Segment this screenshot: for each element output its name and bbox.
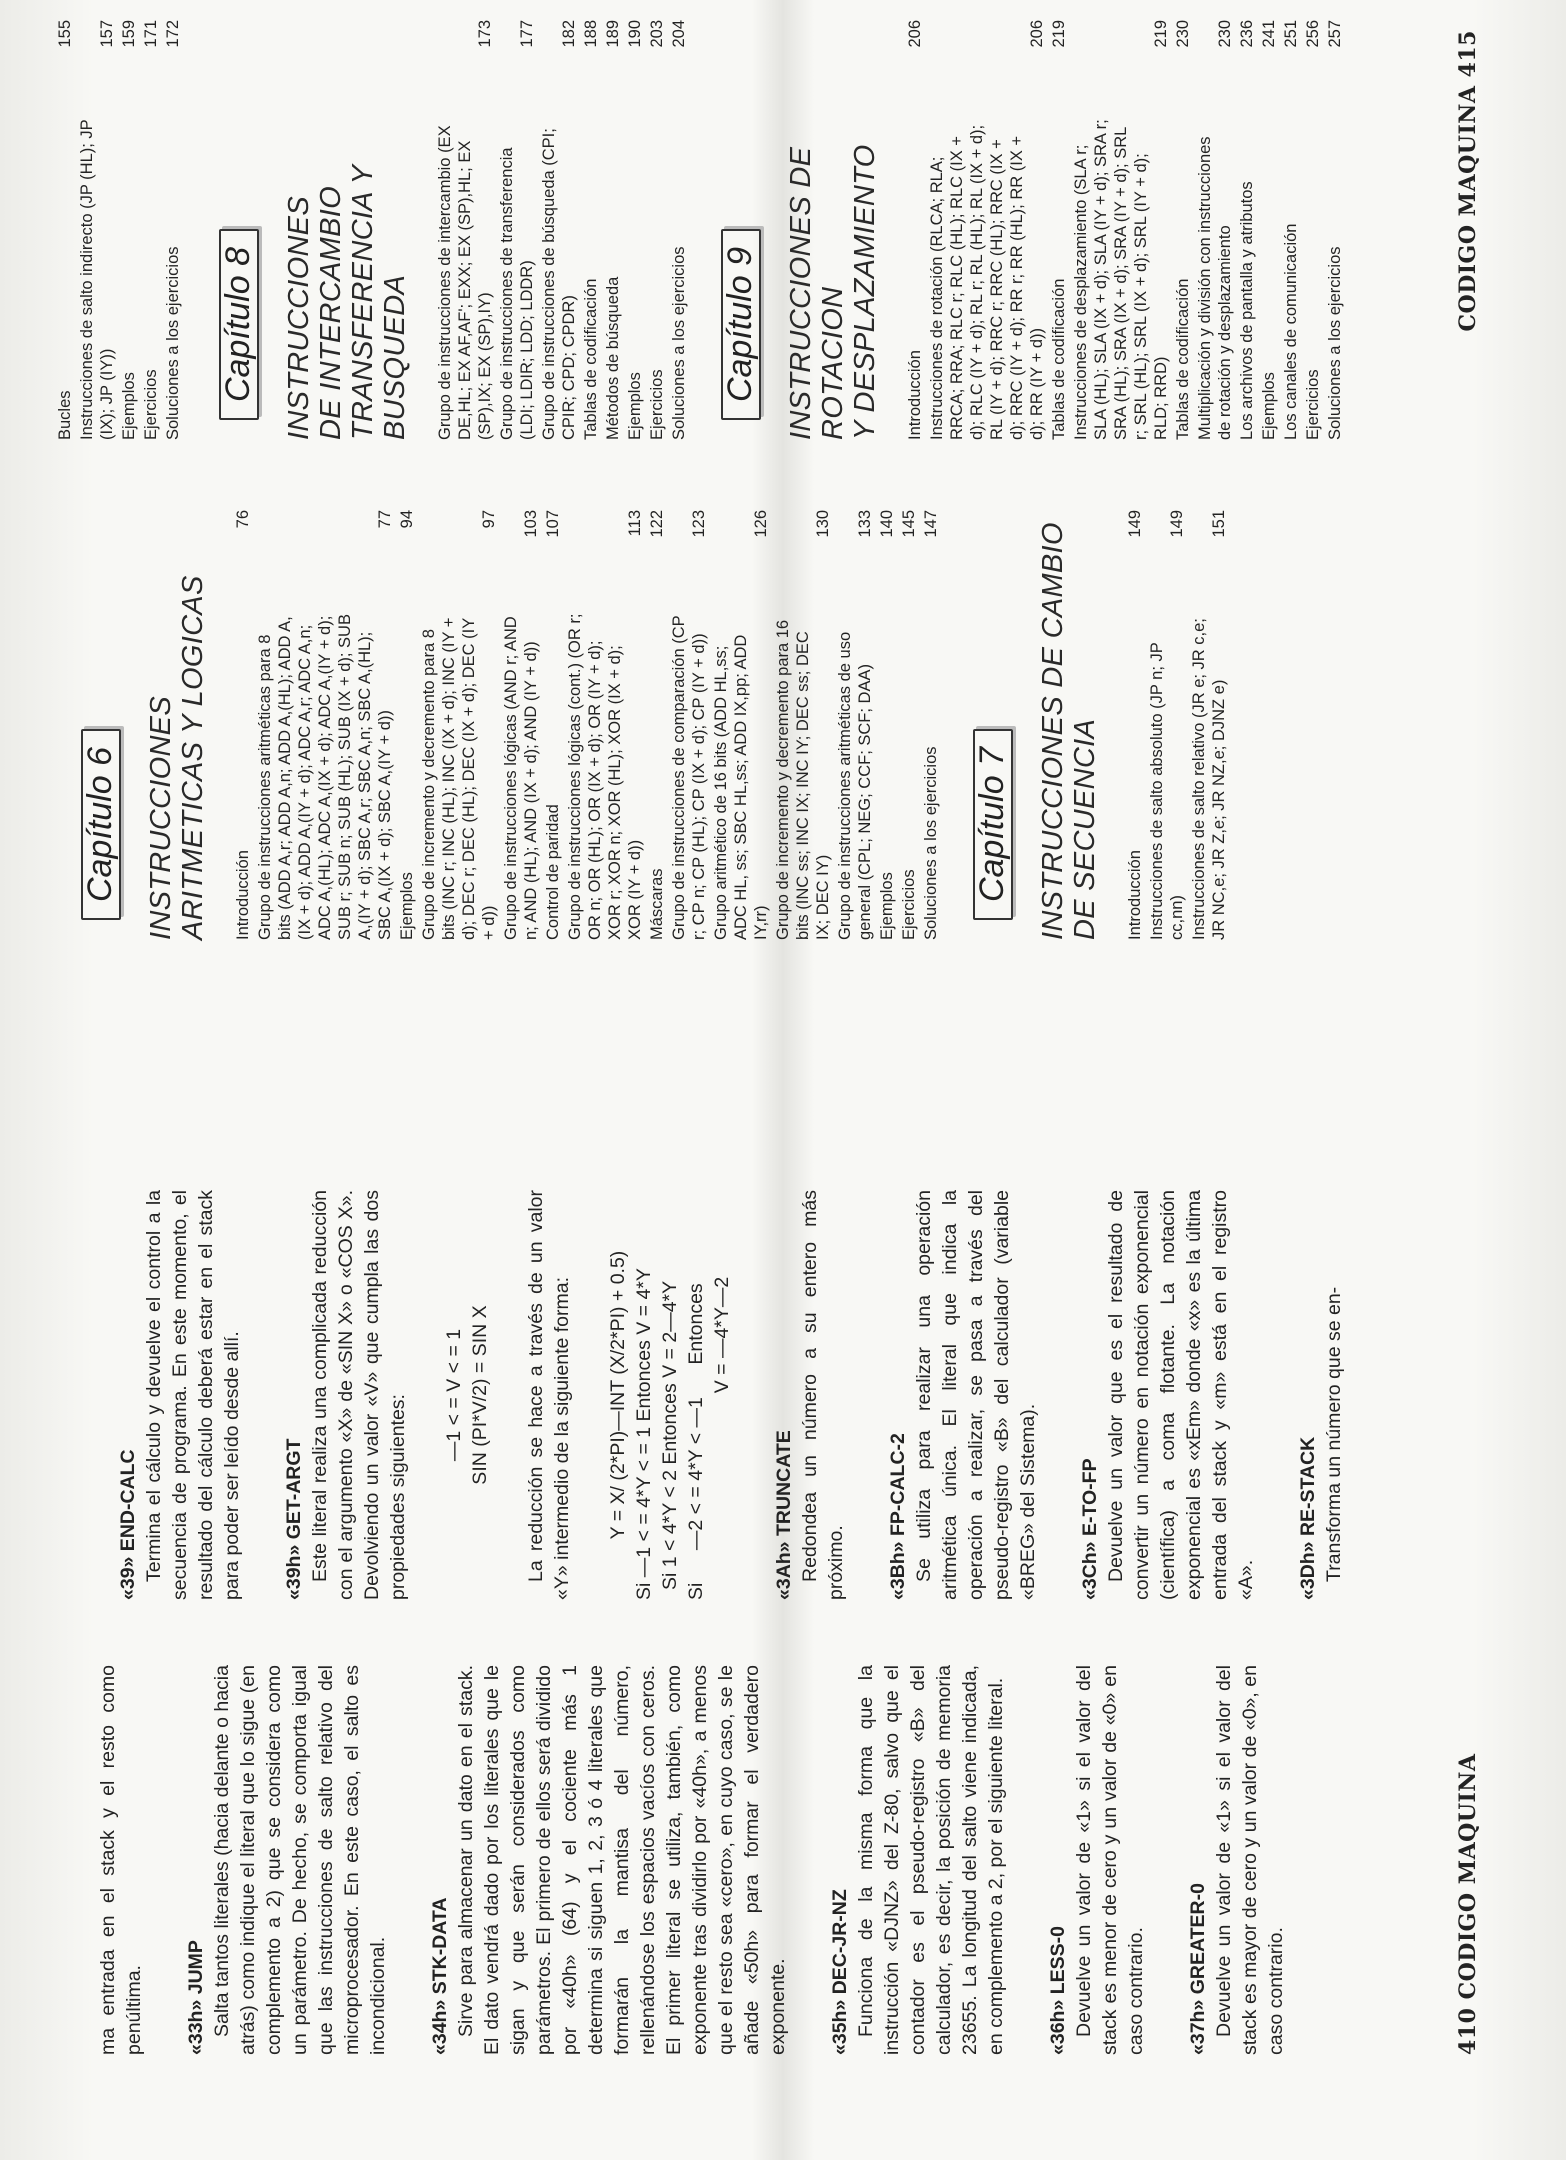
entry-text: Se utiliza para realizar una operación aritmética única. El literal que indica la operación a realizar, se pasa a través del pseudo-registro «B» del calculador (variable «BREG» del Sistema). bbox=[913, 1190, 1039, 1600]
toc-entry bbox=[927, 20, 1047, 440]
chapter-title-line: ARITMETICAS Y LOGICAS bbox=[177, 575, 209, 940]
chapter-title-line: INSTRUCCIONES bbox=[145, 696, 177, 940]
entry-code: «33h» bbox=[185, 1999, 207, 2055]
toc-entry bbox=[255, 510, 395, 940]
toc-entry bbox=[669, 20, 689, 440]
toc-entry-title: Soluciones a los ejercicios bbox=[670, 246, 688, 440]
formula-line: SIN (PI*V/2) = SIN X bbox=[469, 1305, 491, 1485]
toc-entry-title: Ejemplos bbox=[626, 372, 644, 440]
toc-entry bbox=[581, 20, 601, 440]
toc-entry bbox=[669, 510, 709, 940]
toc-entry-title: Grupo de instrucciones aritméticas para 8 bits (ADD A,r; ADD A,n; ADD A,(HL); ADD A,(IX + d); ADD A,(IY + d); ADC A,r; ADC A,n; ADC A,(HL); ADC A,(IX + d); ADC A,(IY + d); SUB r; SUB n; SUB (HL); SUB (IX + d); SUB A,(IY + d); SBC A,r; SBC A,n; SBC A,(HL); SBC A,(IX + d); SBC A,(IY + d)) bbox=[256, 614, 394, 940]
toc-entry-title: Multiplicación y división con instrucciones de rotación y desplazamiento bbox=[1196, 136, 1234, 440]
chapter-6-toc bbox=[233, 510, 941, 940]
formula-line: Y = X/ (2*PI)—INT (X/2*PI) + 0.5) bbox=[607, 1250, 629, 1540]
formula-reduction bbox=[605, 1190, 735, 1600]
entry-code: «3Ah» bbox=[773, 1541, 795, 1600]
toc-entry bbox=[647, 510, 667, 940]
toc-entry-page: 257 bbox=[1326, 20, 1344, 48]
toc-entry-page: 103 bbox=[522, 510, 540, 538]
toc-entry-title: Instrucciones de desplazamiento (SLA r; SLA (HL); SLA (IX + d); SLA (IY + d); SRA r; SRA (HL); SRA (IX + d); SRA (IY + d); SRL r; SRL (HL); SRL (IX + d); SRL (IY + d); RLD; RRD) bbox=[1072, 119, 1170, 440]
entry-text: Salta tantos literales (hacia delante o hacia atrás) como indique el literal que lo sigue (en complemento a 2) que se considera como un parámetro. De hecho, se comporta igual que las instrucciones de salto relativo del microprocesador. En este caso, el salto es incondicional. bbox=[211, 1665, 389, 2055]
toc-entry-title: Soluciones a los ejercicios bbox=[164, 246, 182, 440]
toc-entry bbox=[877, 510, 897, 940]
toc-entry-page: 219 bbox=[1152, 20, 1170, 48]
toc-entry-page: 241 bbox=[1260, 20, 1278, 48]
entry-text: Este literal realiza una complicada reducción con el argumento «X» de «SIN X» o «COS X». Devolviendo un valor «V» que cumpla las dos propiedades siguientes: bbox=[309, 1190, 409, 1600]
literal-entry-re-stack bbox=[1295, 1190, 1347, 1600]
formula-properties bbox=[441, 1190, 493, 1600]
toc-entry-title: Instrucciones de salto relativo (JR e; JR c,e; JR NC,e; JR Z,e; JR NZ,e; DJNZ e) bbox=[1190, 618, 1228, 940]
toc-entry-title: Grupo de instrucciones de comparación (CP r; CP n; CP (HL); CP (IX + d); CP (IY + d)) bbox=[670, 615, 708, 940]
toc-entry bbox=[119, 20, 139, 440]
toc-entry-page: 172 bbox=[164, 20, 182, 48]
entry-code: «3Ch» bbox=[1079, 1541, 1101, 1600]
toc-entry-title: Grupo de instrucciones aritméticas de uso general (CPL; NEG; CCF; SCF; DAA) bbox=[836, 631, 874, 940]
toc-entry-page: 230 bbox=[1216, 20, 1234, 48]
toc-entry bbox=[711, 510, 771, 940]
toc-entry-title: Ejercicios bbox=[1304, 369, 1322, 440]
literal-entry-less-0 bbox=[1045, 1665, 1149, 2055]
toc-entry-page: 122 bbox=[648, 510, 666, 538]
entry-heading bbox=[1295, 1190, 1321, 1600]
toc-entry bbox=[539, 20, 579, 440]
toc-entry-title: Los archivos de pantalla y atributos bbox=[1238, 181, 1256, 440]
reduction-paragraph: La reducción se hace a través de un valor «Y» intermedio de la siguiente forma: bbox=[525, 1190, 573, 1600]
toc-entry bbox=[1237, 20, 1257, 440]
entry-text: Funciona de la misma forma que la instrucción «DJNZ» del Z-80, salvo que el contador es el pseudo-registro «B» del calculador, es decir, la posición de memoria 23655. La longitud del salto viene indicada, en complemento a 2, por el siguiente literal. bbox=[855, 1665, 1007, 2055]
entry-code: «35h» bbox=[829, 1999, 851, 2055]
toc-entry-title: Grupo de instrucciones lógicas (cont.) (OR r; OR n; OR (HL); OR (IX + d); OR (IY + d); XOR r; XOR n; XOR (HL); XOR (IX + d); XOR (IY + d)) bbox=[566, 613, 644, 940]
entry-code: «37h» bbox=[1187, 1999, 1209, 2055]
toc-entry bbox=[773, 510, 833, 940]
right-page-column-1 bbox=[55, 510, 1231, 940]
toc-entry bbox=[1325, 20, 1345, 440]
toc-entry-page: 157 bbox=[98, 20, 116, 48]
entry-code: «39» bbox=[117, 1556, 139, 1600]
toc-entry-title: Grupo de instrucciones de búsqueda (CPI; CPIR; CPD; CPDR) bbox=[540, 128, 578, 440]
toc-entry-title: Tablas de codificación bbox=[1174, 278, 1192, 440]
entry-heading bbox=[771, 1190, 797, 1600]
toc-entry-page: 230 bbox=[1174, 20, 1192, 48]
toc-entry-page: 107 bbox=[544, 510, 562, 538]
chapter-7-title bbox=[1037, 510, 1101, 940]
left-page-footer: 410 CODIGO MAQUINA bbox=[1455, 1753, 1481, 2055]
toc-entry-page: 219 bbox=[1050, 20, 1068, 48]
toc-entry bbox=[603, 20, 623, 440]
right-page-column-2 bbox=[55, 20, 1347, 440]
toc-entry bbox=[835, 510, 875, 940]
chapter-7-toc-continued bbox=[55, 20, 183, 440]
entry-name: FP-CALC-2 bbox=[887, 1433, 909, 1537]
toc-entry bbox=[1071, 20, 1171, 440]
toc-entry-title: Ejemplos bbox=[878, 872, 896, 940]
toc-entry-title: Soluciones a los ejercicios bbox=[1326, 246, 1344, 440]
lead-paragraph: ma entrada en el stack y el resto como penúltima. bbox=[97, 1665, 145, 2055]
toc-entry-page: 203 bbox=[648, 20, 666, 48]
entry-text: Redondea un número a su entero más próximo. bbox=[799, 1190, 847, 1600]
toc-entry-title: Máscaras bbox=[648, 868, 666, 940]
toc-entry-page: 155 bbox=[56, 20, 74, 48]
chapter-6-label: Capítulo 6 bbox=[81, 729, 121, 920]
literal-entry-fp-calc-2 bbox=[885, 1190, 1041, 1600]
chapter-title-line: INSTRUCCIONES bbox=[283, 196, 315, 440]
entry-name: LESS-0 bbox=[1047, 1926, 1069, 1995]
toc-entry-page: 204 bbox=[670, 20, 688, 48]
toc-entry bbox=[419, 510, 499, 940]
chapter-8-label: Capítulo 8 bbox=[219, 229, 259, 420]
toc-entry-page: 123 bbox=[690, 510, 708, 538]
entry-code: «36h» bbox=[1047, 1999, 1069, 2055]
entry-code: «39h» bbox=[283, 1544, 305, 1600]
toc-entry bbox=[1259, 20, 1279, 440]
formula-line: V = —4*Y—2 bbox=[711, 1276, 733, 1394]
chapter-title-line: TRANSFERENCIA Y BUSQUEDA bbox=[347, 165, 411, 440]
chapter-7-toc bbox=[1125, 510, 1229, 940]
entry-heading bbox=[281, 1190, 307, 1600]
toc-entry bbox=[1281, 20, 1301, 440]
toc-entry bbox=[899, 510, 919, 940]
toc-entry-title: Soluciones a los ejercicios bbox=[922, 746, 940, 940]
entry-name: TRUNCATE bbox=[773, 1430, 795, 1537]
toc-entry bbox=[647, 20, 667, 440]
toc-entry bbox=[397, 510, 417, 940]
toc-entry-page: 145 bbox=[900, 510, 918, 538]
entry-text: Termina el cálculo y devuelve el control a la secuencia de programa. En este momento, el resultado del cálculo deberá estar en el stack para poder ser leído desde allí. bbox=[143, 1190, 243, 1600]
entry-text: Sirve para almacenar un dato en el stack. El dato vendrá dado por los literales que le sigan y que serán considerados como parámetros. El primero de ellos será dividido por «40h» (64) y el cociente más 1 determina si siguen 1, 2, 3 ó 4 literales que formarán la mantisa del número, rellenándose los espacios vacíos con ceros. El primer literal se utiliza, también, como exponente tras dividirlo por «40h», a menos que el resto sea «cero», en cuyo caso, se le añade «50h» para formar el verdadero exponente. bbox=[455, 1665, 789, 2055]
toc-entry-title: Tablas de codificación bbox=[1050, 278, 1068, 440]
toc-entry-title: Introducción bbox=[1126, 850, 1144, 940]
chapter-title-line: Y DESPLAZAMIENTO bbox=[849, 144, 881, 440]
toc-entry-title: Ejemplos bbox=[398, 872, 416, 940]
chapter-9-label: Capítulo 9 bbox=[721, 229, 761, 420]
toc-entry-title: Introducción bbox=[906, 350, 924, 440]
chapter-9-title bbox=[785, 20, 881, 440]
entry-heading bbox=[183, 1665, 209, 2055]
literal-entry-e-to-fp bbox=[1077, 1190, 1259, 1600]
toc-entry-title: Ejercicios bbox=[900, 869, 918, 940]
left-page-column-2 bbox=[115, 1190, 1347, 1600]
toc-entry bbox=[501, 510, 541, 940]
entry-code: «3Bh» bbox=[887, 1541, 909, 1600]
chapter-8-toc bbox=[435, 20, 689, 440]
left-page bbox=[0, 1080, 1566, 2160]
toc-entry bbox=[497, 20, 537, 440]
toc-entry-title: Bucles bbox=[56, 390, 74, 440]
toc-entry-page: 190 bbox=[626, 20, 644, 48]
toc-entry bbox=[1173, 20, 1193, 440]
chapter-9-toc bbox=[905, 20, 1345, 440]
toc-entry-page: 171 bbox=[142, 20, 160, 48]
toc-entry bbox=[77, 20, 117, 440]
entry-name: STK-DATA bbox=[429, 1897, 451, 1995]
toc-entry-page: 182 bbox=[560, 20, 578, 48]
toc-entry-title: Grupo de instrucciones lógicas (AND r; AND n; AND (HL); AND (IX + d); AND (IY + d)) bbox=[502, 616, 540, 940]
toc-entry bbox=[435, 20, 495, 440]
entry-heading bbox=[885, 1190, 911, 1600]
entry-code: «3Dh» bbox=[1297, 1541, 1319, 1600]
toc-entry-title: Ejercicios bbox=[142, 369, 160, 440]
entry-text: Devuelve un valor que es el resultado de convertir un número en notación exponencial (científica) a coma flotante. La notación exponencial es «xEm» donde «x» es la última entrada del stack y «m» está en el registro «A». bbox=[1105, 1190, 1257, 1600]
chapter-8-title bbox=[283, 20, 411, 440]
toc-entry-page: 206 bbox=[906, 20, 924, 48]
toc-entry-page: 151 bbox=[1210, 510, 1228, 538]
toc-entry bbox=[1147, 510, 1187, 940]
formula-line: Si —1 < = 4*Y < = 1 Entonces V = 4*Y bbox=[633, 1268, 655, 1600]
toc-entry-title: Ejercicios bbox=[648, 369, 666, 440]
chapter-title-line: DE INTERCAMBIO bbox=[315, 186, 347, 440]
toc-entry-title: Los canales de comunicación bbox=[1282, 223, 1300, 440]
toc-entry-page: 97 bbox=[480, 510, 498, 529]
entry-name: DEC-JR-NZ bbox=[829, 1889, 851, 1995]
formula-line: Si —2 < = 4*Y < —1 Entonces bbox=[685, 1283, 707, 1600]
toc-entry bbox=[233, 510, 253, 940]
toc-entry-title: Introducción bbox=[234, 850, 252, 940]
literal-entry-greater-0 bbox=[1185, 1665, 1289, 2055]
entry-heading bbox=[427, 1665, 453, 2055]
literal-entry-stk-data bbox=[427, 1665, 791, 2055]
toc-entry-page: 256 bbox=[1304, 20, 1322, 48]
toc-entry-page: 140 bbox=[878, 510, 896, 538]
toc-entry-title: Grupo de incremento y decremento para 16 bits (INC ss; INC IX; INC IY; DEC ss; DEC IX; DEC IY) bbox=[774, 619, 832, 940]
chapter-7-label: Capítulo 7 bbox=[973, 729, 1013, 920]
toc-entry bbox=[1049, 20, 1069, 440]
toc-entry bbox=[921, 510, 941, 940]
chapter-title-line: INSTRUCCIONES DE ROTACION bbox=[785, 146, 849, 440]
toc-entry-title: Métodos de búsqueda bbox=[604, 276, 622, 440]
toc-entry bbox=[905, 20, 925, 440]
toc-entry-title: Ejemplos bbox=[1260, 372, 1278, 440]
toc-entry bbox=[625, 20, 645, 440]
entry-heading bbox=[1045, 1665, 1071, 2055]
toc-entry-title: Grupo aritmético de 16 bits (ADD HL,ss; ADC HL, ss; SBC HL,ss; ADD IX,pp; ADD IY,rr) bbox=[712, 634, 770, 940]
chapter-6-title bbox=[145, 510, 209, 940]
chapter-title-line: INSTRUCCIONES DE CAMBIO bbox=[1037, 522, 1069, 940]
toc-entry-title: Control de paridad bbox=[544, 804, 562, 940]
toc-entry bbox=[1189, 510, 1229, 940]
toc-entry bbox=[565, 510, 645, 940]
toc-entry bbox=[141, 20, 161, 440]
toc-entry bbox=[55, 20, 75, 440]
formula-line: —1 < = V < = 1 bbox=[443, 1328, 465, 1462]
toc-entry-title: Instrucciones de salto indirecto (JP (HL); JP (IX); JP (IY)) bbox=[78, 119, 116, 440]
toc-entry-title: Ejemplos bbox=[120, 372, 138, 440]
toc-entry-page: 206 bbox=[1028, 20, 1046, 48]
toc-entry-page: 113 bbox=[626, 510, 644, 537]
toc-entry-title: Tablas de codificación bbox=[582, 278, 600, 440]
entry-heading bbox=[1185, 1665, 1211, 2055]
literal-entry-truncate bbox=[771, 1190, 849, 1600]
toc-entry-page: 149 bbox=[1168, 510, 1186, 538]
entry-code: «34h» bbox=[429, 1999, 451, 2055]
toc-entry-title: Grupo de instrucciones de transferencia (LDI; LDIR; LDD; LDDR) bbox=[498, 147, 536, 440]
formula-line: Si 1 < 4*Y < 2 Entonces V = 2—4*Y bbox=[659, 1280, 681, 1590]
toc-entry-page: 173 bbox=[476, 20, 494, 48]
toc-entry bbox=[1303, 20, 1323, 440]
entry-heading bbox=[827, 1665, 853, 2055]
entry-name: GREATER-0 bbox=[1187, 1883, 1209, 1995]
entry-name: GET-ARGT bbox=[283, 1438, 305, 1540]
chapter-title-line: DE SECUENCIA bbox=[1069, 718, 1101, 940]
toc-entry-page: 147 bbox=[922, 510, 940, 538]
toc-entry bbox=[1195, 20, 1235, 440]
toc-entry bbox=[543, 510, 563, 940]
entry-name: END-CALC bbox=[117, 1449, 139, 1552]
entry-text: Devuelve un valor de «1» si el valor del stack es menor de cero y un valor de «0» en caso contrario. bbox=[1073, 1665, 1147, 2055]
toc-entry-page: 149 bbox=[1126, 510, 1144, 538]
toc-entry-page: 236 bbox=[1238, 20, 1256, 48]
left-page-column-1 bbox=[95, 1665, 1289, 2055]
toc-entry-page: 94 bbox=[398, 510, 416, 529]
toc-entry-page: 130 bbox=[814, 510, 832, 538]
toc-entry bbox=[1125, 510, 1145, 940]
entry-name: E-TO-FP bbox=[1079, 1458, 1101, 1537]
toc-entry-title: Instrucciones de salto absoluto (JP n; JP cc,nn) bbox=[1148, 642, 1186, 940]
toc-entry-page: 177 bbox=[518, 20, 536, 48]
entry-heading bbox=[1077, 1190, 1103, 1600]
toc-entry bbox=[163, 20, 183, 440]
toc-entry-page: 251 bbox=[1282, 20, 1300, 48]
entry-heading bbox=[115, 1190, 141, 1600]
literal-entry-end-calc bbox=[115, 1190, 245, 1600]
right-page-footer: CODIGO MAQUINA 415 bbox=[1455, 30, 1481, 332]
entry-name: JUMP bbox=[185, 1940, 207, 1995]
toc-entry-page: 77 bbox=[376, 510, 394, 529]
toc-entry-title: Grupo de instrucciones de intercambio (EX DE,HL; EX AF,AF'; EXX; EX (SP),HL; EX (SP),IX; EX (SP),IY) bbox=[436, 125, 494, 440]
literal-entry-jump bbox=[183, 1665, 391, 2055]
toc-entry-page: 126 bbox=[752, 510, 770, 538]
literal-entry-get-argt bbox=[281, 1190, 411, 1600]
toc-entry-title: Grupo de incremento y decremento para 8 bits (INC r; INC (HL); INC (IX + d); INC (IY + d); DEC r; DEC (HL); DEC (IX + d); DEC (IY + d)) bbox=[420, 617, 498, 940]
toc-entry-page: 133 bbox=[856, 510, 874, 538]
toc-entry-page: 76 bbox=[234, 510, 252, 529]
toc-entry-page: 159 bbox=[120, 20, 138, 48]
entry-name: RE-STACK bbox=[1297, 1436, 1319, 1537]
toc-entry-page: 189 bbox=[604, 20, 622, 48]
entry-text: Devuelve un valor de «1» si el valor del stack es mayor de cero y un valor de «0», en caso contrario. bbox=[1213, 1665, 1287, 2055]
toc-entry-page: 188 bbox=[582, 20, 600, 48]
literal-entry-dec-jr-nz bbox=[827, 1665, 1009, 2055]
toc-entry-title: Instrucciones de rotación (RLCA; RLA; RRCA; RRA; RLC r; RLC (HL); RLC (IX + d); RLC (IY + d); RL r; RL (HL); RL (IX + d); RL (IY + d); RRC r; RRC (HL); RRC (IX + d); RRC (IY + d); RR r; RR (HL); RR (IX + d); RR (IY + d)) bbox=[928, 124, 1046, 440]
entry-text: Transforma un número que se en- bbox=[1323, 1286, 1345, 1582]
